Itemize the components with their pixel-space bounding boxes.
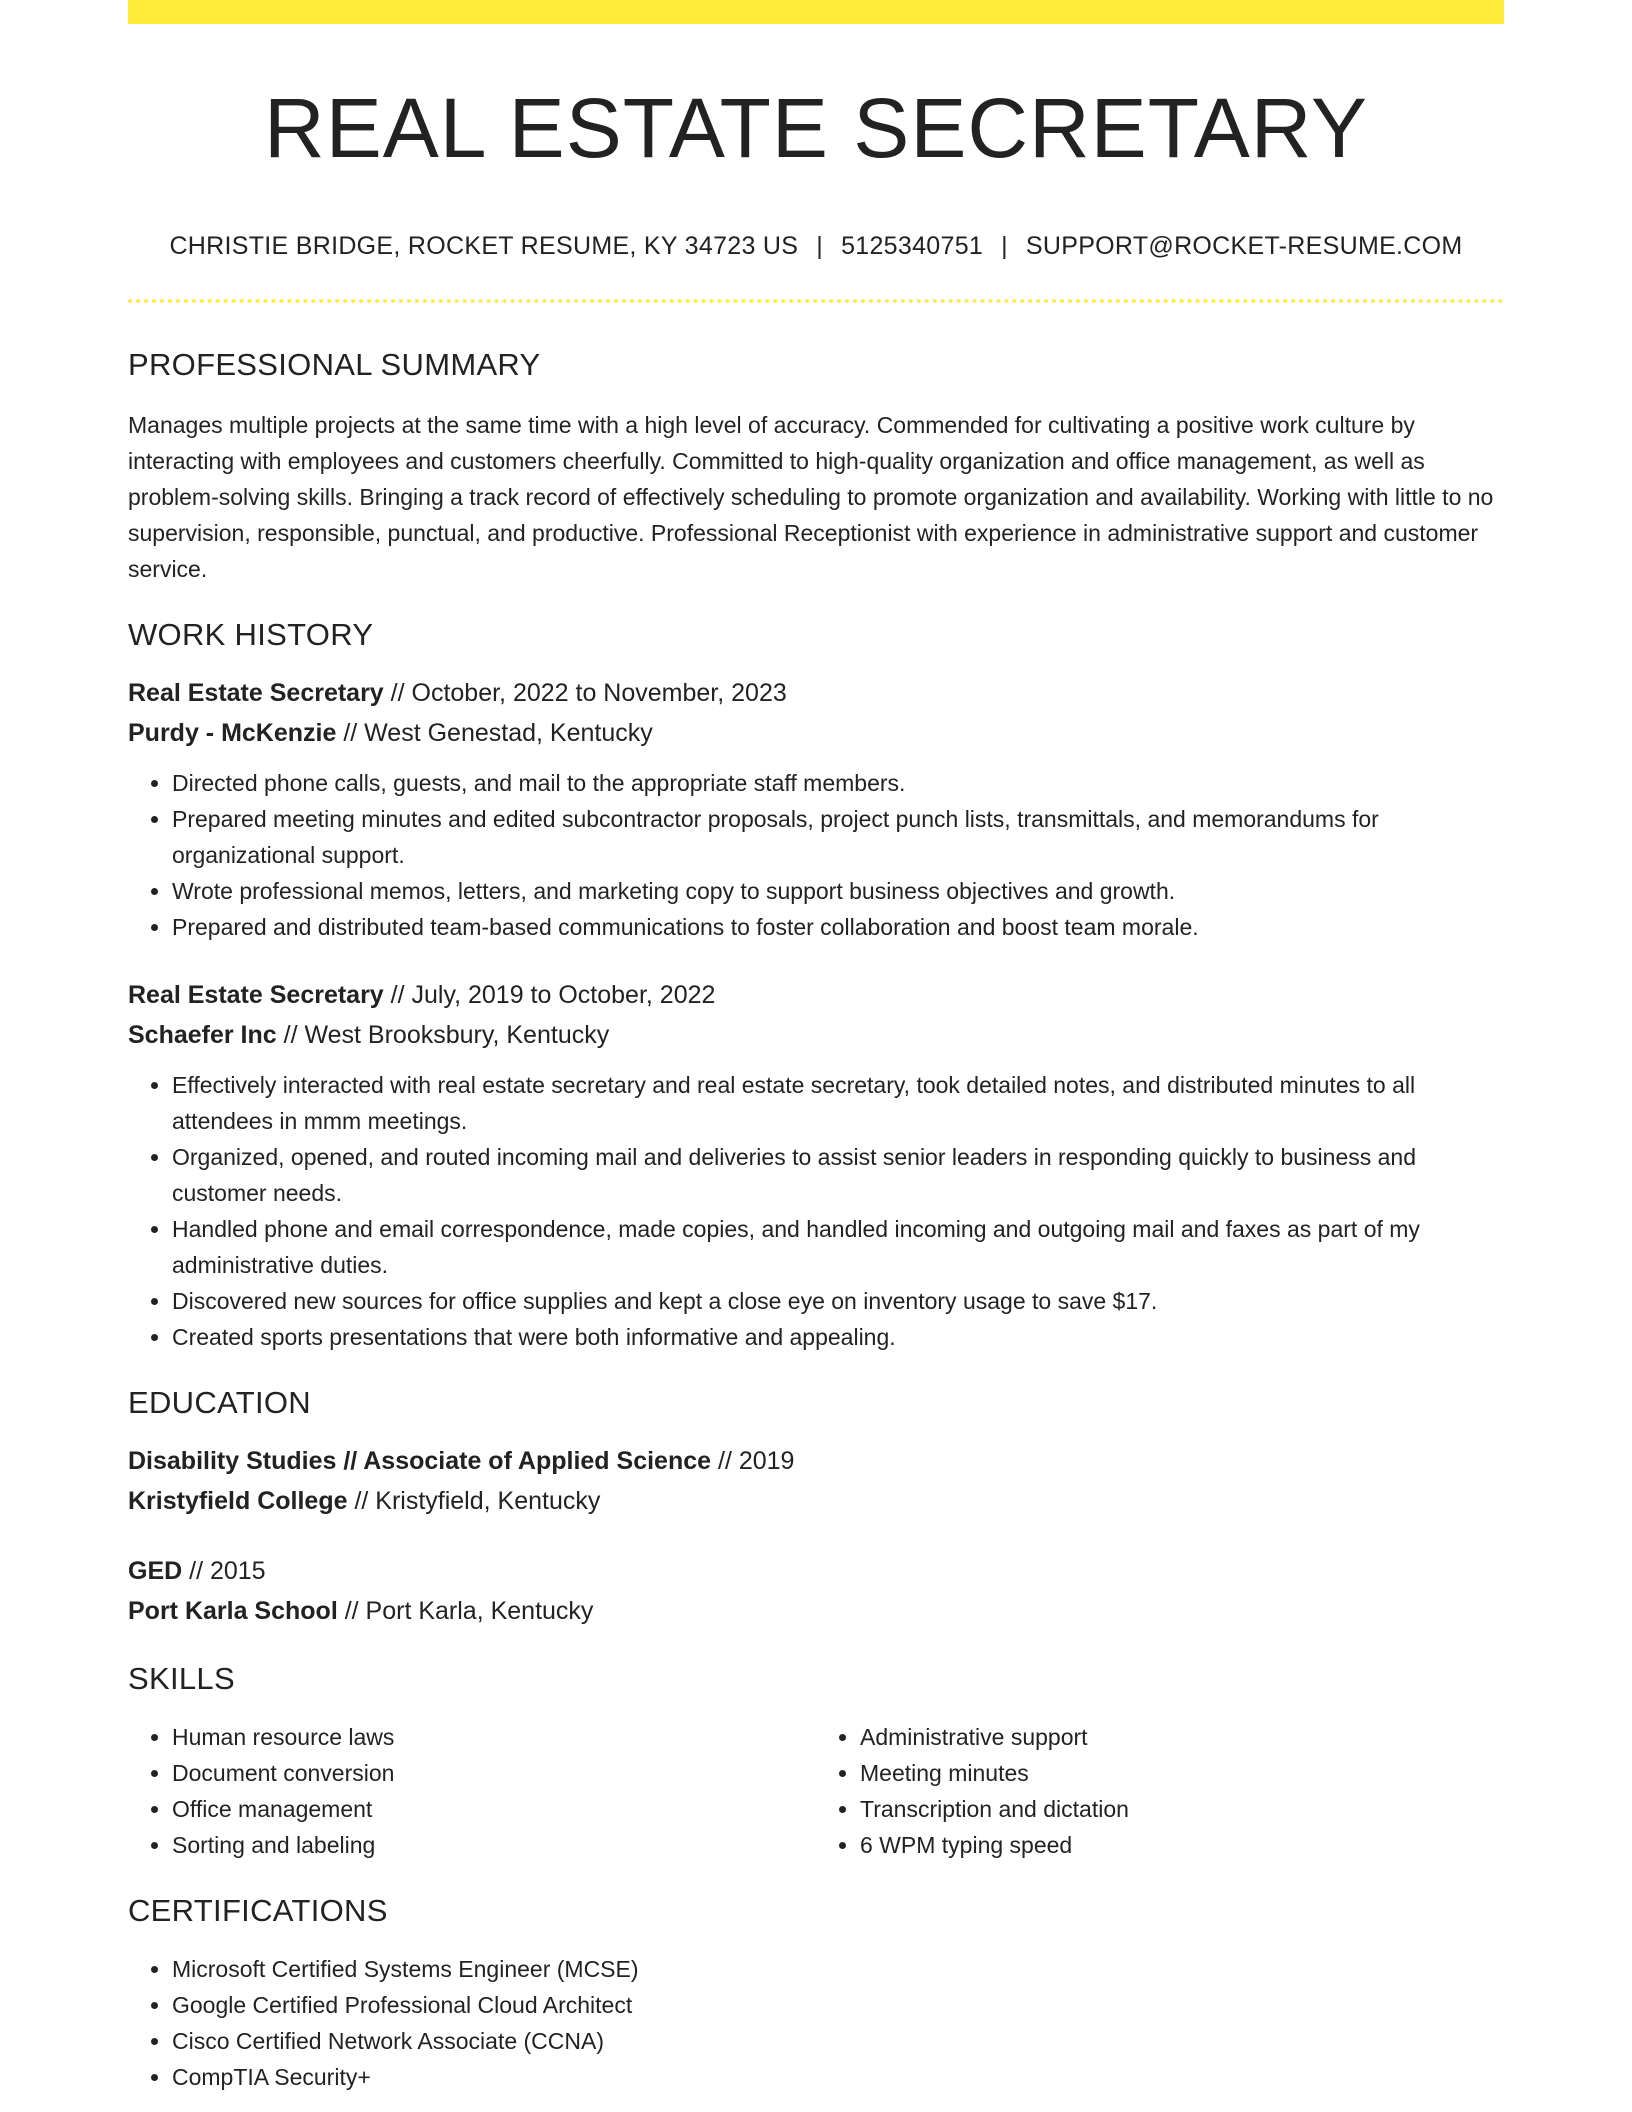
job-title-line — [128, 975, 1504, 1015]
job-entry — [128, 673, 1504, 945]
list-item: • Sorting and labeling — [172, 1827, 816, 1863]
job-location: // West Genestad, Kentucky — [336, 719, 653, 747]
summary-text: Manages multiple projects at the same time with a high level of accuracy. Commended for cultivating a positive work culture by interacting with employees and customers cheerfully. Committed to high-quality organization and office management, as well as problem-solving skills. Bringing a track record of effectively scheduling to promote organization and availability. Working with little to no supervision, responsible, punctual, and productive. Professional Receptionist with experience in administrative support and customer service. — [128, 412, 1494, 582]
list-item: • 6 WPM typing speed — [860, 1827, 1504, 1863]
education-entry — [128, 1441, 1504, 1521]
job-company: Schaefer Inc — [128, 1021, 277, 1049]
job-company: Purdy - McKenzie — [128, 719, 337, 747]
contact-email: SUPPORT@ROCKET-RESUME.COM — [1025, 232, 1463, 260]
education-heading: EDUCATION — [128, 1385, 311, 1420]
list-item: • Document conversion — [172, 1755, 816, 1791]
school-location: // Kristyfield, Kentucky — [347, 1487, 601, 1515]
school: Port Karla School — [128, 1597, 338, 1625]
list-item: • Meeting minutes — [860, 1755, 1504, 1791]
degree: GED — [128, 1557, 183, 1585]
job-bullets — [128, 1067, 1504, 1355]
list-item: • Handled phone and email correspondence, made copies, and handled incoming and outgoing mail and faxes as part of my administrative duties. — [172, 1211, 1504, 1283]
summary-heading: PROFESSIONAL SUMMARY — [128, 347, 541, 382]
degree-line — [128, 1551, 1504, 1591]
job-company-line — [128, 713, 1504, 753]
page-title: REAL ESTATE SECRETARY — [264, 81, 1368, 175]
contact-phone: 5125340751 — [841, 232, 984, 260]
degree-year: // 2015 — [182, 1557, 266, 1585]
list-item: • Transcription and dictation — [860, 1791, 1504, 1827]
job-dates: // July, 2019 to October, 2022 — [383, 981, 716, 1009]
list-item: • Administrative support — [860, 1719, 1504, 1755]
list-item: • Discovered new sources for office supplies and kept a close eye on inventory usage to save $17. — [172, 1283, 1504, 1319]
job-bullets — [128, 765, 1504, 945]
contact-address: CHRISTIE BRIDGE, ROCKET RESUME, KY 34723 US — [169, 232, 799, 260]
school-line — [128, 1481, 1504, 1521]
degree-year: // 2019 — [711, 1447, 795, 1475]
degree-line — [128, 1441, 1504, 1481]
education-entry — [128, 1551, 1504, 1631]
list-item: • Office management — [172, 1791, 816, 1827]
list-item: • Human resource laws — [172, 1719, 816, 1755]
list-item: • Google Certified Professional Cloud Architect — [172, 1987, 1504, 2023]
job-location: // West Brooksbury, Kentucky — [276, 1021, 610, 1049]
contact-line — [128, 232, 1504, 261]
list-item: • CompTIA Security+ — [172, 2059, 1504, 2095]
job-title-line — [128, 673, 1504, 713]
job-title: Real Estate Secretary — [128, 981, 384, 1009]
certifications-list — [128, 1951, 1504, 2095]
school-location: // Port Karla, Kentucky — [337, 1597, 594, 1625]
skills-heading: SKILLS — [128, 1661, 235, 1696]
list-item: • Microsoft Certified Systems Engineer (MCSE) — [172, 1951, 1504, 1987]
job-entry — [128, 975, 1504, 1355]
skills-columns — [128, 1719, 1504, 1863]
job-company-line — [128, 1015, 1504, 1055]
list-item: • Organized, opened, and routed incoming mail and deliveries to assist senior leaders in responding quickly to business and customer needs. — [172, 1139, 1504, 1211]
contact-separator: | — [816, 232, 824, 260]
list-item: • Wrote professional memos, letters, and marketing copy to support business objectives and growth. — [172, 873, 1504, 909]
skills-right-list — [816, 1719, 1504, 1863]
list-item: • Prepared and distributed team-based communications to foster collaboration and boost team morale. — [172, 909, 1504, 945]
list-item: • Prepared meeting minutes and edited subcontractor proposals, project punch lists, transmittals, and memorandums for organizational support. — [172, 801, 1504, 873]
contact-separator: | — [1001, 232, 1008, 260]
list-item: • Effectively interacted with real estate secretary and real estate secretary, took detailed notes, and distributed minutes to all attendees in mmm meetings. — [172, 1067, 1504, 1139]
job-dates: // October, 2022 to November, 2023 — [383, 679, 787, 707]
school: Kristyfield College — [128, 1487, 348, 1515]
degree: Disability Studies // Associate of Applied Science — [128, 1447, 712, 1475]
resume-page — [128, 0, 1504, 2095]
accent-bar — [128, 0, 1504, 24]
certifications-heading: CERTIFICATIONS — [128, 1893, 388, 1928]
skills-left-list — [128, 1719, 816, 1863]
list-item: • Cisco Certified Network Associate (CCNA) — [172, 2023, 1504, 2059]
list-item: • Directed phone calls, guests, and mail to the appropriate staff members. — [172, 765, 1504, 801]
job-title: Real Estate Secretary — [128, 679, 384, 707]
list-item: • Created sports presentations that were both informative and appealing. — [172, 1319, 1504, 1355]
school-line — [128, 1591, 1504, 1631]
dotted-divider — [128, 299, 1504, 303]
work-history-heading: WORK HISTORY — [128, 617, 374, 652]
